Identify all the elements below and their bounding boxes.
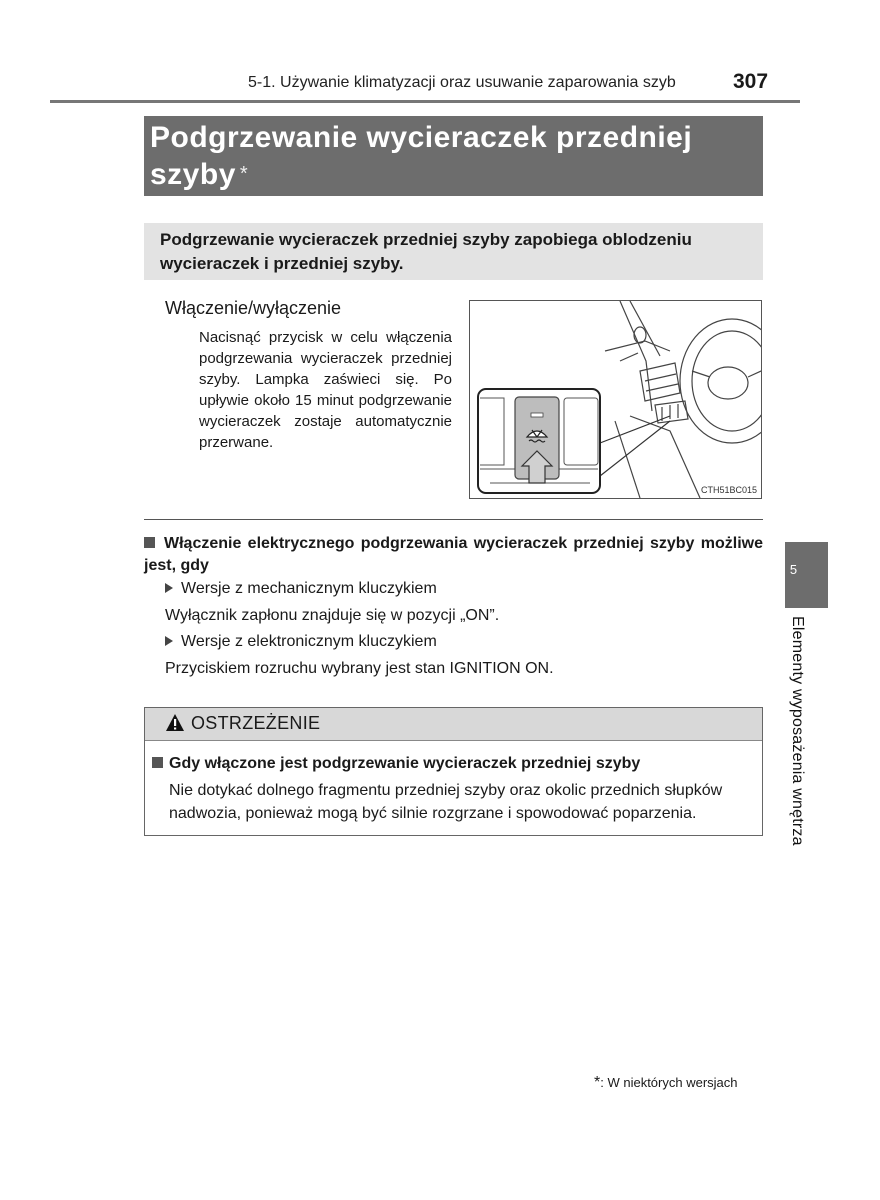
indicator-lamp — [531, 413, 543, 417]
electronic-key-text: Przyciskiem rozruchu wybrany jest stan IGNITION ON. — [165, 660, 554, 677]
electronic-key-label — [165, 633, 437, 651]
conditions-heading — [144, 533, 763, 577]
footnote-symbol: * — [594, 1074, 601, 1091]
chapter-title: Elementy wyposażenia wnętrza — [789, 616, 806, 846]
steering-hub — [708, 367, 748, 399]
pillar-line-2 — [630, 301, 660, 356]
mechanical-key-text: Wyłącznik zapłonu znajduje się w pozycji „ON”. — [165, 607, 500, 624]
warning-triangle-icon — [165, 713, 185, 738]
electronic-key-label-text: Wersje z elektronicznym kluczykiem — [181, 633, 437, 650]
header-divider — [50, 100, 800, 103]
triangle-bullet-icon — [165, 636, 173, 646]
steering-wheel-inner — [692, 331, 761, 431]
pillar-line — [620, 301, 652, 411]
on-off-label: Włączenie/wyłączenie — [165, 298, 342, 318]
warning-subheading-text: Gdy włączone jest podgrzewanie wycieraczek przedniej szyby — [169, 755, 641, 772]
dashboard-illustration — [469, 300, 762, 499]
page-title — [150, 119, 760, 193]
chapter-number: 5 — [789, 562, 798, 577]
mechanical-key-label-text: Wersje z mechanicznym kluczykiem — [181, 580, 437, 597]
console-line — [630, 416, 700, 498]
conditions-heading-text: Włączenie elektrycznego podgrzewania wycieraczek przedniej szyby możliwe jest, gdy — [144, 535, 763, 574]
mirror-line — [620, 353, 638, 361]
warning-subheading — [152, 755, 640, 773]
title-asterisk: * — [239, 163, 249, 185]
section-divider — [144, 519, 763, 520]
square-bullet-icon — [144, 537, 155, 548]
footnote — [594, 1074, 738, 1092]
triangle-bullet-icon — [165, 583, 173, 593]
square-bullet-icon — [152, 757, 163, 768]
intro-text: Podgrzewanie wycieraczek przedniej szyby zapobiega oblodzeniu wycieraczek i przedniej szyby. — [160, 230, 692, 273]
page-title-text: Podgrzewanie wycieraczek przedniej szyby — [150, 121, 693, 191]
warning-body: Nie dotykać dolnego fragmentu przedniej szyby oraz okolic przednich słupków nadwozia, ponieważ mogą być silnie rozgrzane i spowodować poparzenia. — [169, 782, 723, 822]
vent-slats — [645, 374, 678, 391]
mirror-knob — [634, 327, 646, 343]
steering-spokes — [692, 367, 761, 377]
dashboard-drawing — [470, 301, 761, 498]
mechanical-key-label — [165, 580, 437, 598]
footnote-text: : W niektórych wersjach — [600, 1075, 738, 1090]
page-number: 307 — [733, 70, 769, 93]
on-off-description: Nacisnąć przycisk w celu włączenia podgrzewania wycieraczek przedniej szyby. Lampka zaświeci się. Po upływie około 15 minut podgrzewanie wycieraczek zostaje automatycznie przerwane. — [199, 329, 452, 451]
warning-title: OSTRZEŻENIE — [191, 713, 321, 733]
air-vent — [640, 363, 680, 401]
header-section-title: 5-1. Używanie klimatyzacji oraz usuwanie zaparowania szyb — [248, 74, 676, 91]
figure-code: CTH51BC015 — [700, 485, 757, 495]
